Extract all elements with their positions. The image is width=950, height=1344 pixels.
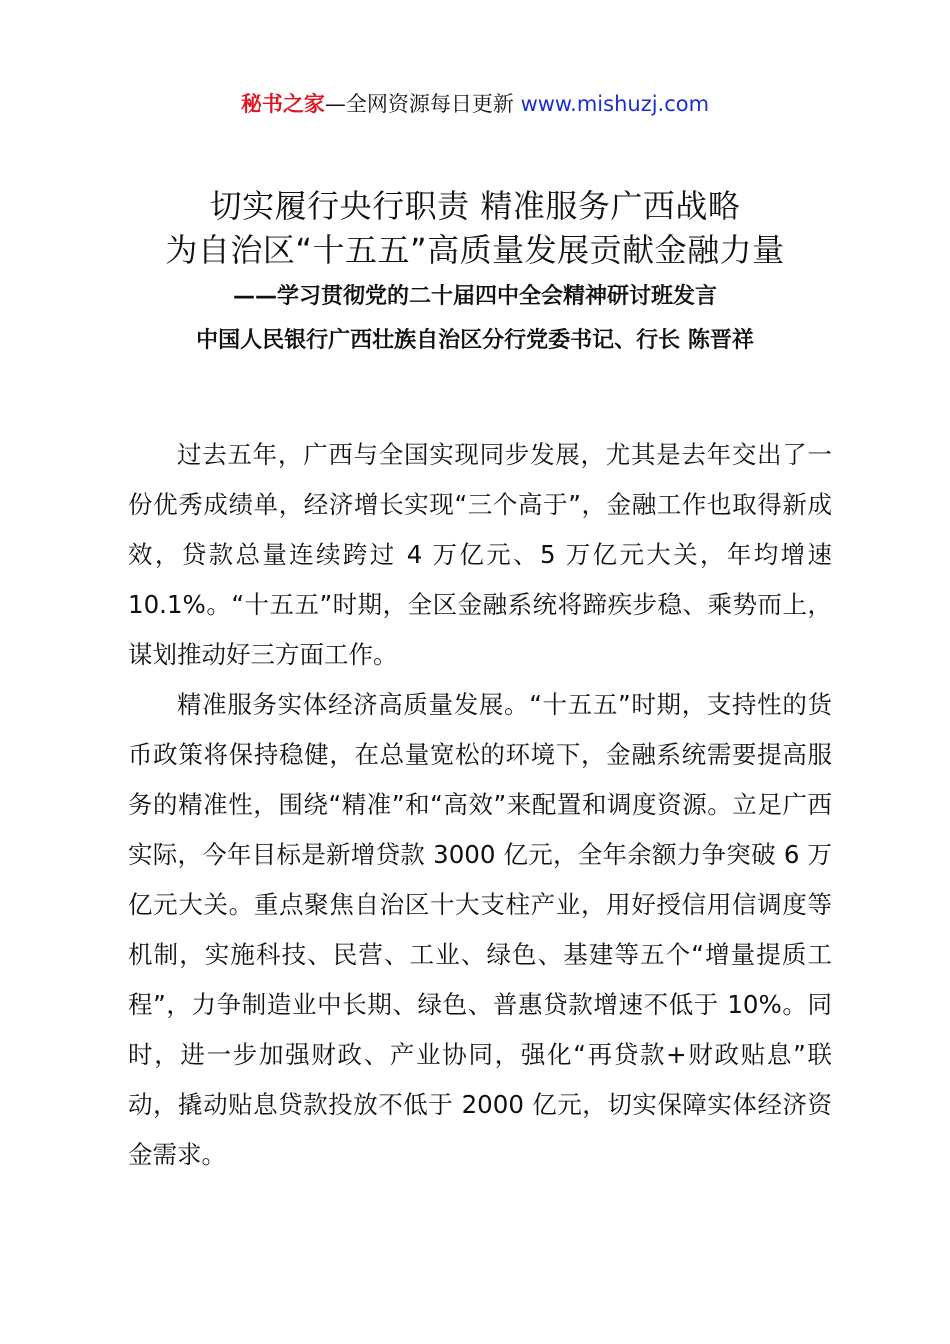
paragraph-1: 过去五年，广西与全国实现同步发展，尤其是去年交出了一份优秀成绩单，经济增长实现“三个高于”，金融工作也取得新成效，贷款总量连续跨过 4 万亿元、5 万亿元大关，年均增速 10.1%。“十五五”时期，全区金融系统将蹄疾步稳、乘势而上，谋划推动好三方面工作。	[128, 440, 832, 669]
body-text	[128, 430, 832, 1180]
title-block	[0, 184, 950, 356]
header-url-link[interactable]: www.mishuzj.com	[520, 92, 710, 116]
header-brand: 秘书之家	[240, 92, 325, 116]
header-tagline: —全网资源每日更新	[324, 92, 514, 116]
author-line: 中国人民银行广西壮族自治区分行党委书记、行长 陈晋祥	[196, 328, 754, 353]
subtitle: ——学习贯彻党的二十届四中全会精神研讨班发言	[232, 284, 717, 309]
title-line-2: 为自治区“十五五”高质量发展贡献金融力量	[165, 231, 785, 269]
title-line-1: 切实履行央行职责 精准服务广西战略	[209, 187, 741, 225]
paragraph-2: 精准服务实体经济高质量发展。“十五五”时期，支持性的货币政策将保持稳健，在总量宽松的环境下，金融系统需要提高服务的精准性，围绕“精准”和“高效”来配置和调度资源。立足广西实际，今年目标是新增贷款 3000 亿元，全年余额力争突破 6 万亿元大关。重点聚焦自治区十大支柱产业，用好授信用信调度等机制，实施科技、民营、工业、绿色、基建等五个“增量提质工程”，力争制造业中长期、绿色、普惠贷款增速不低于 10%。同时，进一步加强财政、产业协同，强化“再贷款+财政贴息”联动，撬动贴息贷款投放不低于 2000 亿元，切实保障实体经济资金需求。	[128, 690, 832, 1169]
site-header	[0, 88, 950, 120]
